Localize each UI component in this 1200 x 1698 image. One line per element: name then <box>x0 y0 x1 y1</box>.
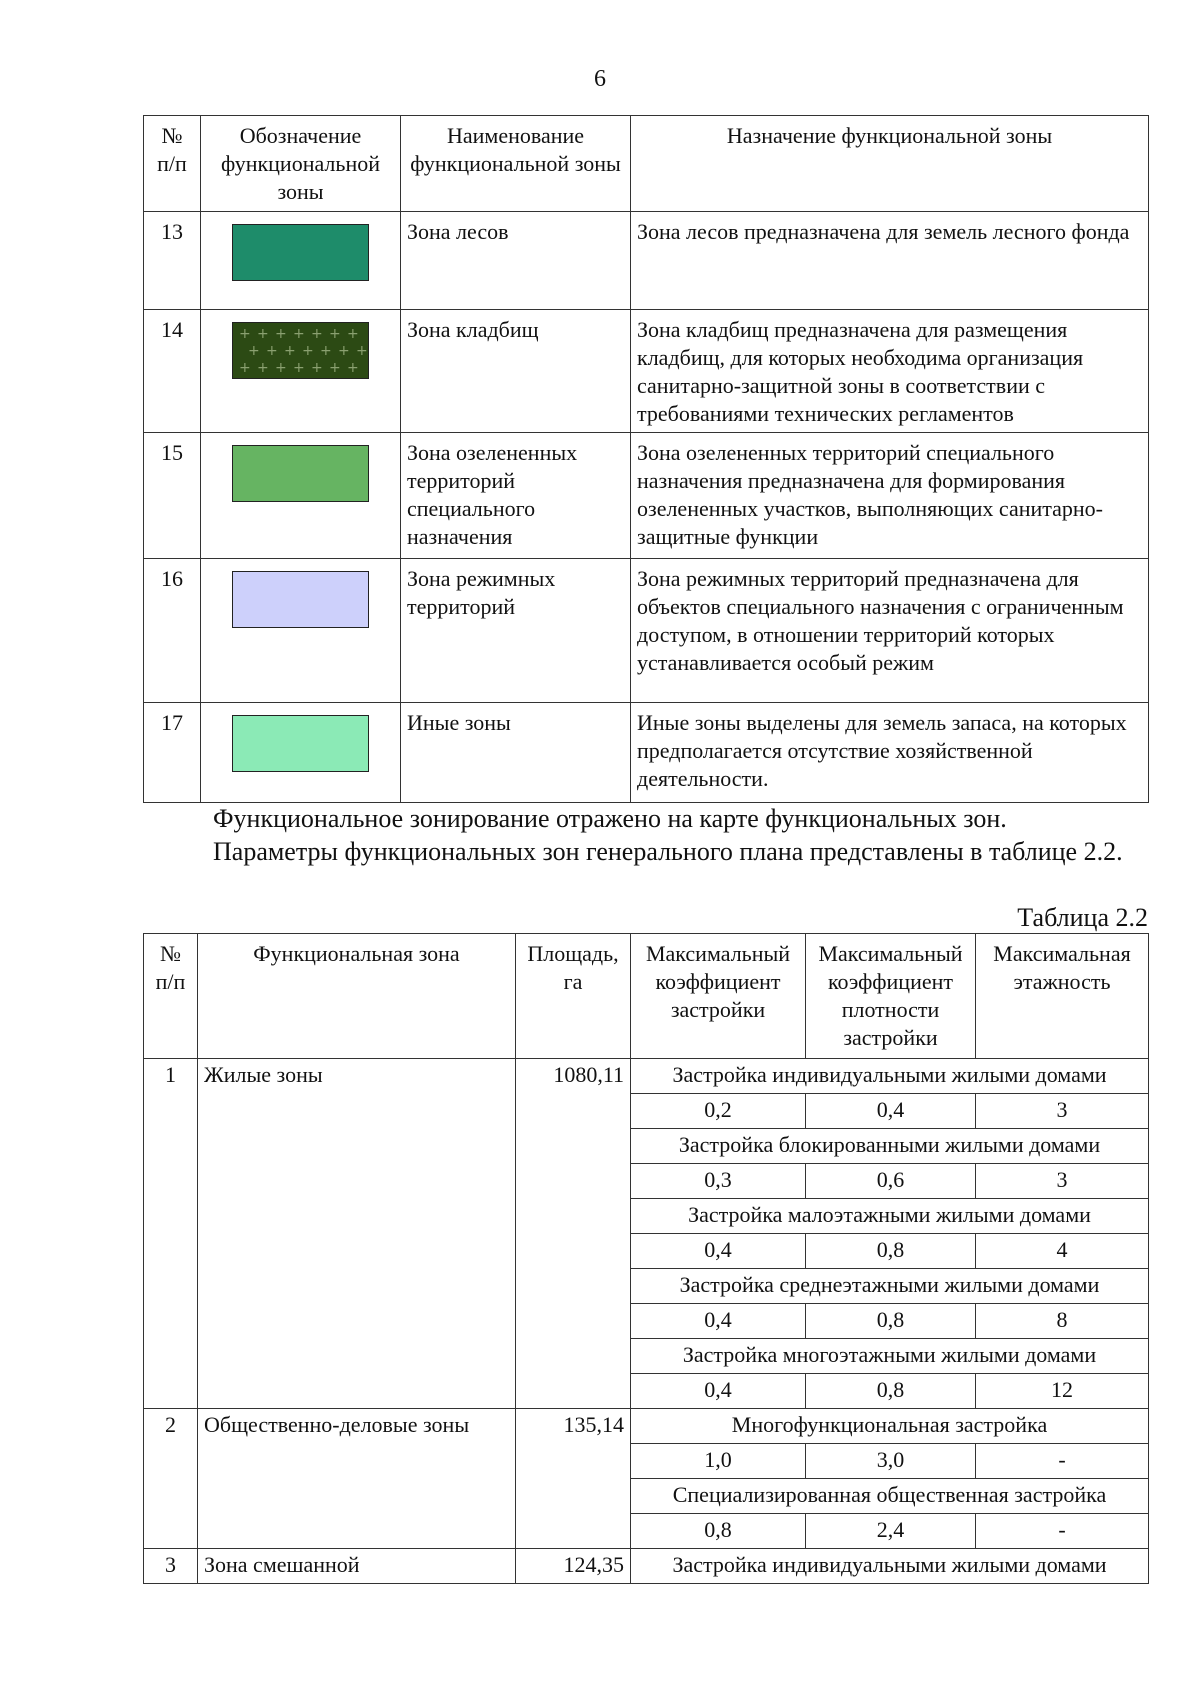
building-type-label: Застройка многоэтажными жилыми домами <box>631 1339 1149 1374</box>
table-header-row <box>144 934 1149 1059</box>
cross-hatch-mark: + <box>239 360 251 376</box>
header-area: Площадь, га <box>516 934 631 1059</box>
cross-hatch-mark: + <box>239 326 251 342</box>
building-coef: 0,2 <box>631 1094 806 1129</box>
table-row <box>144 310 1149 433</box>
header-functional-zone: Функциональная зона <box>198 934 516 1059</box>
max-floors: 8 <box>976 1304 1149 1339</box>
paragraph-zoning-map: Функциональное зонирование отражено на карте функциональных зон. <box>213 804 1007 833</box>
group-number: 3 <box>144 1549 198 1584</box>
zone-name: Зона лесов <box>401 212 631 310</box>
table-row <box>144 703 1149 803</box>
table-row <box>144 1059 1149 1094</box>
header-number: № п/п <box>144 934 198 1059</box>
zone-name: Иные зоны <box>401 703 631 803</box>
cross-hatch-mark: + <box>248 343 260 359</box>
max-floors: - <box>976 1444 1149 1479</box>
table-header-row <box>144 116 1149 212</box>
table-row <box>144 1549 1149 1584</box>
building-type-label: Застройка индивидуальными жилыми домами <box>631 1059 1149 1094</box>
special-green-zone-swatch <box>232 445 369 502</box>
zone-name: Зона озелененных территорий специального назначения <box>401 433 631 559</box>
building-coef: 0,4 <box>631 1304 806 1339</box>
cross-hatch-mark: + <box>293 360 305 376</box>
zone-purpose: Иные зоны выделены для земель запаса, на которых предполагается отсутствие хозяйственной деятельности. <box>631 703 1149 803</box>
restricted-zone-swatch <box>232 571 369 628</box>
max-floors: 4 <box>976 1234 1149 1269</box>
building-type-label: Застройка среднеэтажными жилыми домами <box>631 1269 1149 1304</box>
group-zone: Зона смешанной <box>198 1549 516 1584</box>
row-number: 15 <box>144 433 201 559</box>
table-row <box>144 433 1149 559</box>
cross-hatch-mark: + <box>329 326 341 342</box>
group-number: 2 <box>144 1409 198 1549</box>
page-number: 6 <box>594 66 606 92</box>
zone-purpose: Зона озелененных территорий специального назначения предназначена для формирования озелененных участков, выполняющих санитарно-защитные функции <box>631 433 1149 559</box>
group-area: 135,14 <box>516 1409 631 1549</box>
row-number: 17 <box>144 703 201 803</box>
max-floors: 3 <box>976 1164 1149 1199</box>
row-number: 16 <box>144 559 201 703</box>
row-number: 13 <box>144 212 201 310</box>
max-floors: - <box>976 1514 1149 1549</box>
cross-hatch-mark: + <box>347 360 359 376</box>
cross-hatch-mark: + <box>284 343 296 359</box>
cross-hatch-mark: + <box>275 360 287 376</box>
building-type-label: Многофункциональная застройка <box>631 1409 1149 1444</box>
cross-hatch-mark: + <box>275 326 287 342</box>
forest-zone-swatch <box>232 224 369 281</box>
density-coef: 0,8 <box>806 1304 976 1339</box>
cross-hatch-mark: + <box>266 343 278 359</box>
zone-name: Зона кладбищ <box>401 310 631 433</box>
zone-purpose: Зона кладбищ предназначена для размещения кладбищ, для которых необходима организация санитарно-защитной зоны в соответствии с требованиями технических регламентов <box>631 310 1149 433</box>
group-zone: Жилые зоны <box>198 1059 516 1409</box>
group-zone: Общественно-деловые зоны <box>198 1409 516 1549</box>
density-coef: 0,4 <box>806 1094 976 1129</box>
row-number: 14 <box>144 310 201 433</box>
group-area: 1080,11 <box>516 1059 631 1409</box>
zone-purpose: Зона режимных территорий предназначена для объектов специального назначения с ограниченным доступом, в отношении территорий которых устанавливается особый режим <box>631 559 1149 703</box>
other-zone-swatch <box>232 715 369 772</box>
building-coef: 0,3 <box>631 1164 806 1199</box>
table-row <box>144 1409 1149 1444</box>
header-max-floors: Максимальная этажность <box>976 934 1149 1059</box>
header-max-density-coef: Максимальный коэффициент плотности застройки <box>806 934 976 1059</box>
cross-hatch-mark: + <box>293 326 305 342</box>
zone-name: Зона режимных территорий <box>401 559 631 703</box>
cross-hatch-mark: + <box>257 360 269 376</box>
header-zone-name: Наименование функциональной зоны <box>401 116 631 212</box>
cross-hatch-mark: + <box>329 360 341 376</box>
header-max-building-coef: Максимальный коэффициент застройки <box>631 934 806 1059</box>
building-coef: 1,0 <box>631 1444 806 1479</box>
table-row <box>144 212 1149 310</box>
cross-hatch-mark: + <box>311 326 323 342</box>
building-type-label: Застройка блокированными жилыми домами <box>631 1129 1149 1164</box>
density-coef: 0,6 <box>806 1164 976 1199</box>
density-coef: 3,0 <box>806 1444 976 1479</box>
cross-hatch-mark: + <box>347 326 359 342</box>
table-caption: Таблица 2.2 <box>1017 903 1148 932</box>
cross-hatch-mark: + <box>320 343 332 359</box>
functional-zones-legend-table <box>143 115 1149 803</box>
paragraph-parameters: Параметры функциональных зон генерального плана представлены в таблице 2.2. <box>213 837 1123 866</box>
density-coef: 2,4 <box>806 1514 976 1549</box>
density-coef: 0,8 <box>806 1374 976 1409</box>
table-row <box>144 559 1149 703</box>
zone-parameters-table <box>143 933 1149 1584</box>
max-floors: 3 <box>976 1094 1149 1129</box>
cemetery-zone-swatch <box>232 322 369 379</box>
cross-hatch-mark: + <box>311 360 323 376</box>
cross-hatch-mark: + <box>257 326 269 342</box>
group-area: 124,35 <box>516 1549 631 1584</box>
building-type-label: Застройка индивидуальными жилыми домами <box>631 1549 1149 1584</box>
building-type-label: Специализированная общественная застройка <box>631 1479 1149 1514</box>
header-number: № п/п <box>144 116 201 212</box>
group-number: 1 <box>144 1059 198 1409</box>
max-floors: 12 <box>976 1374 1149 1409</box>
building-coef: 0,4 <box>631 1374 806 1409</box>
building-coef: 0,8 <box>631 1514 806 1549</box>
zone-purpose: Зона лесов предназначена для земель лесного фонда <box>631 212 1149 310</box>
building-coef: 0,4 <box>631 1234 806 1269</box>
header-designation: Обозначение функциональной зоны <box>201 116 401 212</box>
cross-hatch-mark: + <box>338 343 350 359</box>
density-coef: 0,8 <box>806 1234 976 1269</box>
cross-hatch-mark: + <box>356 343 368 359</box>
cross-hatch-mark: + <box>302 343 314 359</box>
building-type-label: Застройка малоэтажными жилыми домами <box>631 1199 1149 1234</box>
header-zone-purpose: Назначение функциональной зоны <box>631 116 1149 212</box>
